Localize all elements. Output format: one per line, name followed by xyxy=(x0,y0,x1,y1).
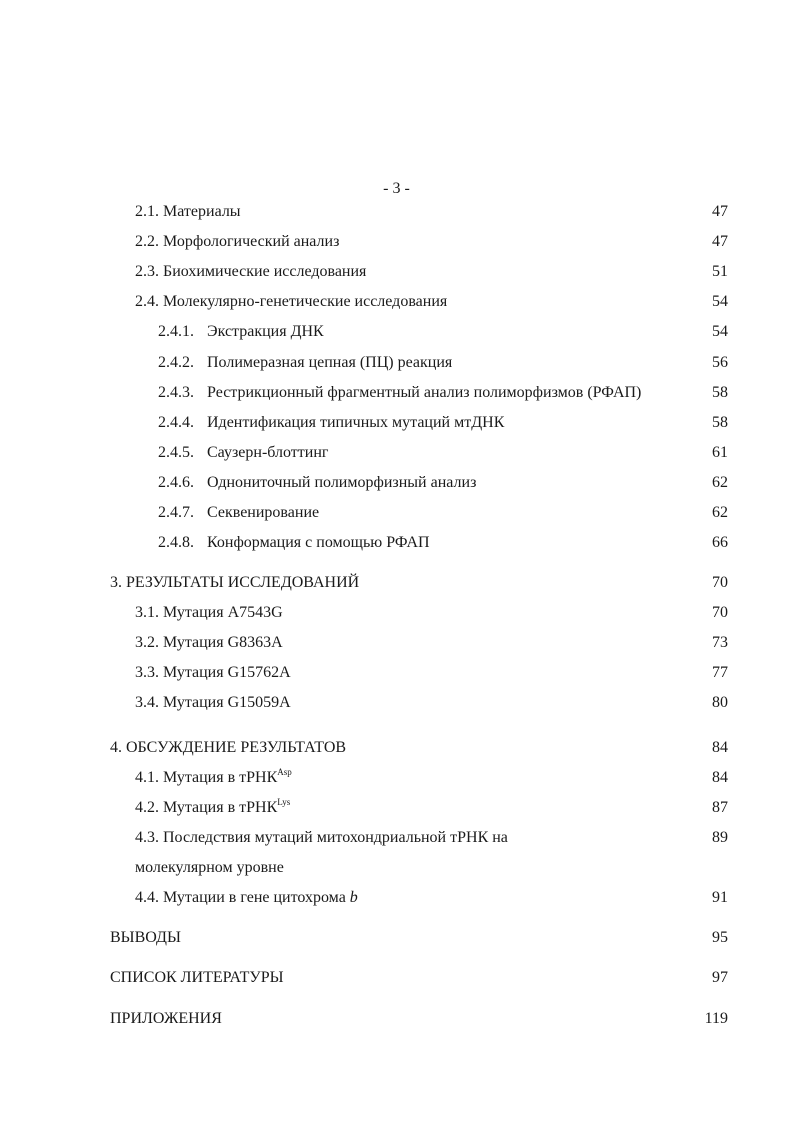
toc-entry-number: 2.4.3. xyxy=(158,384,194,401)
toc-entry-page: 54 xyxy=(712,323,728,340)
toc-entry-title: Саузерн-блоттинг xyxy=(207,444,329,461)
toc-entry-title: 4. ОБСУЖДЕНИЕ РЕЗУЛЬТАТОВ xyxy=(110,739,347,756)
toc-entry-2-4-6 xyxy=(0,472,793,494)
toc-entry-page: 62 xyxy=(712,474,728,491)
toc-entry-title: 4.2. Мутация в тРНК$^{Lys}$ xyxy=(135,797,291,816)
toc-entry-page: 70 xyxy=(712,604,728,621)
toc-entry-4-4 xyxy=(0,887,793,909)
superscript: Lys xyxy=(277,797,291,807)
toc-entry-title: 4.1. Мутация в тРНК$^{Asp}$ xyxy=(135,767,292,786)
toc-entry-conclusions xyxy=(0,927,793,949)
toc-entry-page: 70 xyxy=(712,574,728,591)
toc-entry-2-4-2 xyxy=(0,352,793,374)
toc-entry-page: 56 xyxy=(712,354,728,371)
toc-entry-3-3 xyxy=(0,662,793,684)
toc-entry-2-2 xyxy=(0,231,793,253)
toc-entry-2-4 xyxy=(0,291,793,313)
toc-entry-title: 4.3. Последствия мутаций митохондриальной тРНК на xyxy=(135,829,508,846)
toc-entry-title: 2.2. Морфологический анализ xyxy=(135,233,340,250)
toc-entry-page: 95 xyxy=(712,929,728,946)
toc-entry-page: 66 xyxy=(712,534,728,551)
toc-entry-title: ПРИЛОЖЕНИЯ xyxy=(110,1010,222,1027)
toc-entry-3 xyxy=(0,572,793,594)
toc-entry-number: 2.4.7. xyxy=(158,504,194,521)
toc-entry-page: 47 xyxy=(712,203,728,220)
toc-entry-title-continuation: молекулярном уровне xyxy=(135,859,284,876)
toc-entry-page: 51 xyxy=(712,263,728,280)
toc-entry-page: 47 xyxy=(712,233,728,250)
toc-entry-page: 61 xyxy=(712,444,728,461)
toc-entry-4-3-continuation xyxy=(0,857,793,879)
toc-entry-page: 80 xyxy=(712,694,728,711)
toc-entry-2-4-5 xyxy=(0,442,793,464)
toc-entry-page: 73 xyxy=(712,634,728,651)
toc-entry-2-4-3 xyxy=(0,382,793,404)
toc-entry-title: 2.3. Биохимические исследования xyxy=(135,263,367,280)
toc-entry-4-2 xyxy=(0,797,793,819)
toc-entry-2-4-8 xyxy=(0,532,793,554)
toc-entry-page: 119 xyxy=(704,1010,728,1027)
toc-entry-page: 89 xyxy=(712,829,728,846)
toc-entry-page: 58 xyxy=(712,414,728,431)
toc-entry-3-4 xyxy=(0,692,793,714)
toc-entry-3-2 xyxy=(0,632,793,654)
toc-entry-title: 2.1. Материалы xyxy=(135,203,241,220)
toc-entry-2-4-1 xyxy=(0,321,793,343)
toc-entry-2-4-7 xyxy=(0,502,793,524)
toc-entry-4-3 xyxy=(0,827,793,849)
toc-entry-title: Секвенирование xyxy=(207,504,320,521)
toc-entry-title: Экстракция ДНК xyxy=(207,323,324,340)
toc-entry-title: 3.2. Мутация G8363A xyxy=(135,634,283,651)
toc-entry-page: 87 xyxy=(712,799,728,816)
toc-entry-title: Полимеразная цепная (ПЦ) реакция xyxy=(207,354,453,371)
toc-entry-appendix xyxy=(0,1008,793,1030)
toc-entry-title: Конформация с помощью РФАП xyxy=(207,534,430,551)
toc-entry-page: 62 xyxy=(712,504,728,521)
toc-entry-page: 58 xyxy=(712,384,728,401)
toc-entry-title: Рестрикционный фрагментный анализ полиморфизмов (РФАП) xyxy=(207,384,642,401)
toc-entry-page: 84 xyxy=(712,769,728,786)
toc-entry-title: СПИСОК ЛИТЕРАТУРЫ xyxy=(110,969,284,986)
toc-entry-3-1 xyxy=(0,602,793,624)
toc-entry-number: 2.4.6. xyxy=(158,474,194,491)
toc-entry-number: 2.4.2. xyxy=(158,354,194,371)
toc-entry-page: 77 xyxy=(712,664,728,681)
toc-entry-2-4-4 xyxy=(0,412,793,434)
superscript: Asp xyxy=(277,767,292,777)
toc-entry-references xyxy=(0,967,793,989)
italic-symbol: b xyxy=(349,889,358,906)
toc-entry-title: 3.3. Мутация G15762A xyxy=(135,664,291,681)
page-number: - 3 - xyxy=(383,180,410,197)
toc-entry-number: 2.4.4. xyxy=(158,414,194,431)
toc-entry-page: 97 xyxy=(712,969,728,986)
toc-entry-title: 4.4. Мутации в гене цитохрома b xyxy=(135,889,358,906)
toc-entry-4-1 xyxy=(0,767,793,789)
toc-entry-title: 2.4. Молекулярно-генетические исследования xyxy=(135,293,448,310)
toc-entry-title: ВЫВОДЫ xyxy=(110,929,181,946)
toc-entry-number: 2.4.8. xyxy=(158,534,194,551)
toc-entry-2-3 xyxy=(0,261,793,283)
toc-entry-page: 91 xyxy=(712,889,728,906)
toc-entry-page: 84 xyxy=(712,739,728,756)
toc-entry-page: 54 xyxy=(712,293,728,310)
toc-entry-number: 2.4.5. xyxy=(158,444,194,461)
toc-entry-title: 3.1. Мутация A7543G xyxy=(135,604,283,621)
toc-entry-4 xyxy=(0,737,793,759)
toc-entry-title: 3.4. Мутация G15059A xyxy=(135,694,291,711)
toc-entry-2-1 xyxy=(0,201,793,223)
toc-entry-title: Однониточный полиморфизный анализ xyxy=(207,474,477,491)
toc-entry-number: 2.4.1. xyxy=(158,323,194,340)
toc-entry-title: 3. РЕЗУЛЬТАТЫ ИССЛЕДОВАНИЙ xyxy=(110,574,360,591)
toc-entry-title: Идентификация типичных мутаций мтДНК xyxy=(207,414,505,431)
